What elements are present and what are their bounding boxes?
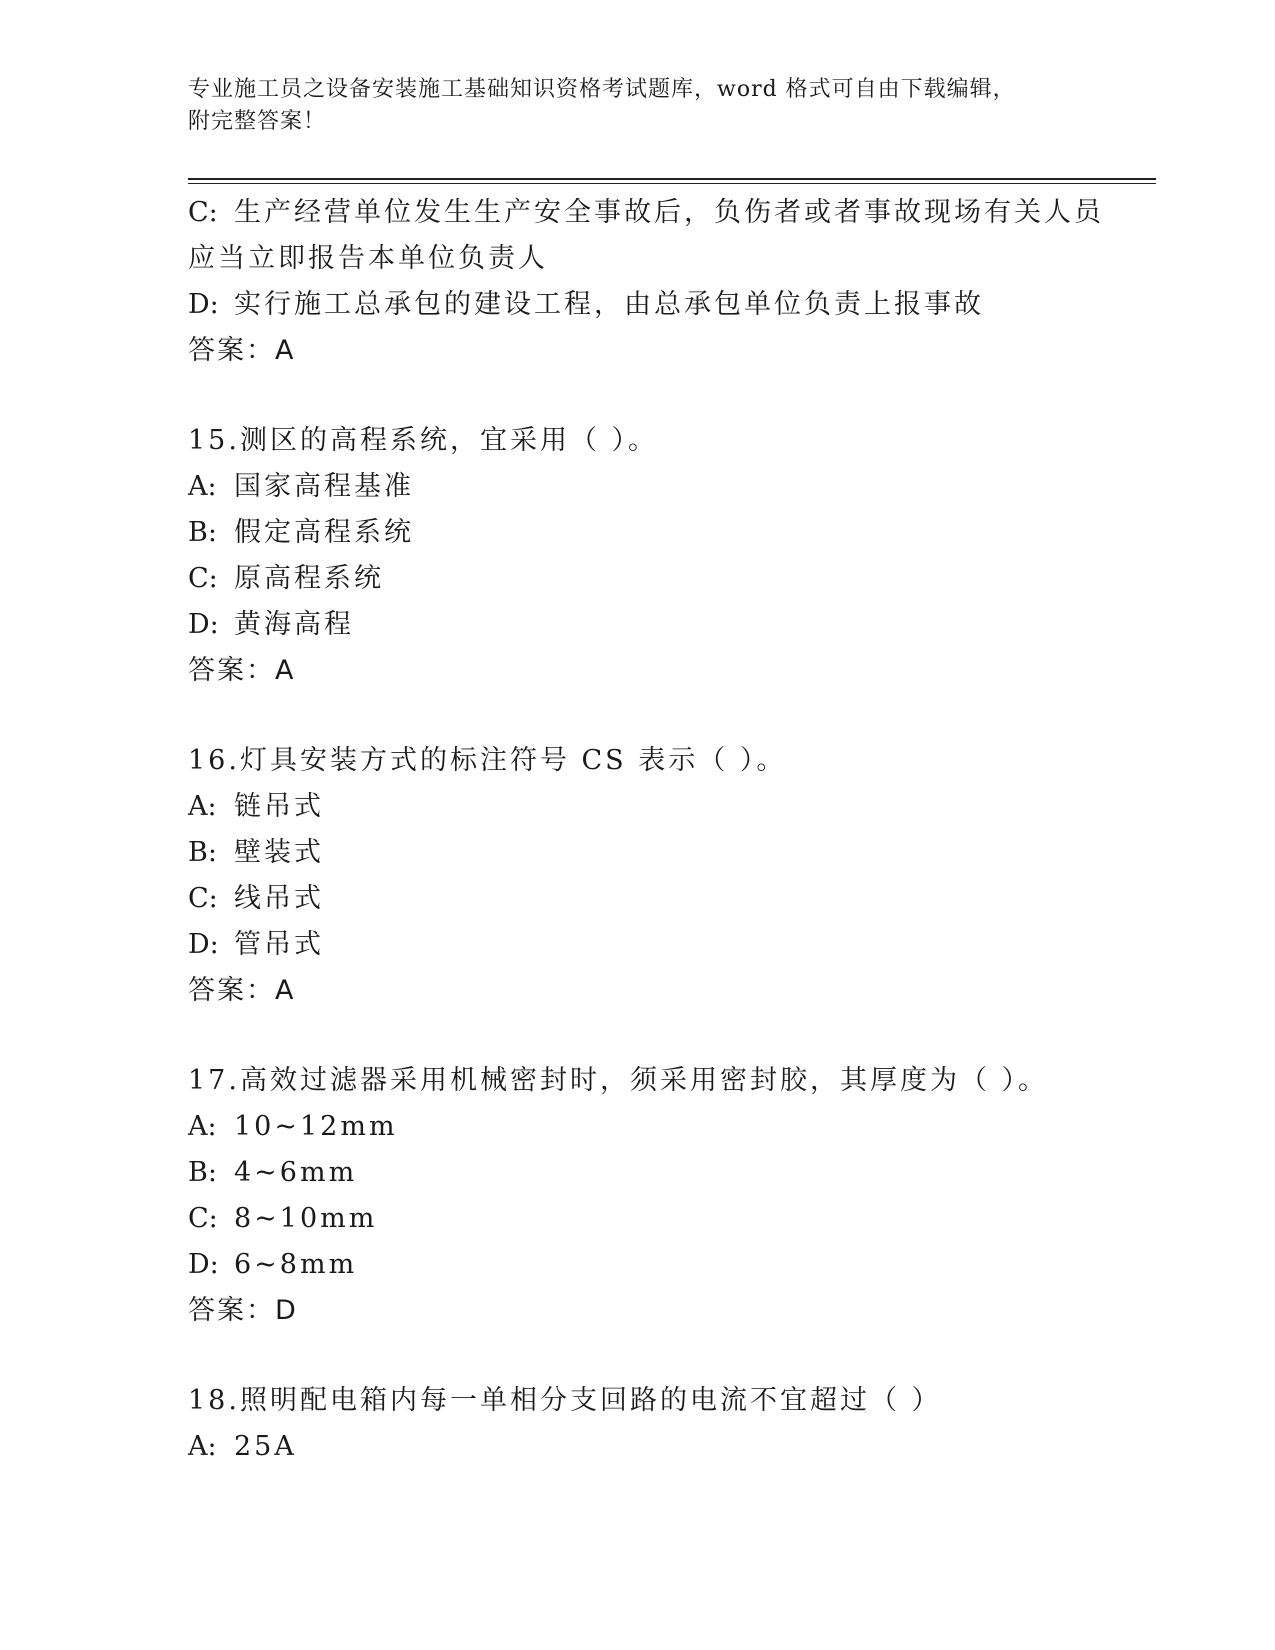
option-text: 壁装式: [234, 837, 324, 868]
option-label: C:: [188, 1203, 218, 1234]
option-c: [188, 876, 1108, 922]
question-14-partial: [188, 190, 1108, 374]
option-label: D:: [188, 609, 219, 640]
option-label: D:: [188, 289, 219, 320]
option-text: 管吊式: [234, 929, 324, 960]
question-17: [188, 1058, 1108, 1334]
question-18: [188, 1378, 1108, 1470]
option-c-continuation: 应当立即报告本单位负责人: [188, 243, 548, 274]
header-line-2: 附完整答案！: [188, 109, 327, 134]
question-16: [188, 738, 1108, 1014]
answer: 答案：A: [188, 975, 296, 1006]
option-text: 生产经营单位发生生产安全事故后，负伤者或者事故现场有关人员: [234, 197, 1104, 228]
header-divider-thick: [188, 178, 1156, 180]
spacer: [188, 694, 1108, 738]
option-label: D:: [188, 929, 219, 960]
question-stem: 17.高效过滤器采用机械密封时，须采用密封胶，其厚度为（ ）。: [188, 1065, 1049, 1096]
option-b: [188, 830, 1108, 876]
option-label: D:: [188, 1249, 219, 1280]
question-15: [188, 418, 1108, 694]
option-text: 6~8mm: [234, 1249, 358, 1280]
option-label: A:: [188, 471, 217, 502]
question-stem: 18.照明配电箱内每一单相分支回路的电流不宜超过（ ）: [188, 1385, 942, 1416]
option-c: [188, 190, 1108, 236]
option-text: 10~12mm: [234, 1111, 398, 1142]
question-stem: 15.测区的高程系统，宜采用（ ）。: [188, 425, 659, 456]
option-d: [188, 1242, 1108, 1288]
answer: 答案：D: [188, 1295, 298, 1326]
option-c: [188, 1196, 1108, 1242]
option-d: [188, 282, 1108, 328]
option-label: B:: [188, 1157, 217, 1188]
question-list: [188, 190, 1108, 1470]
spacer: [188, 1334, 1108, 1378]
option-d: [188, 922, 1108, 968]
option-text: 链吊式: [234, 791, 324, 822]
option-label: A:: [188, 791, 217, 822]
option-b: [188, 1150, 1108, 1196]
option-label: C:: [188, 563, 218, 594]
option-text: 25A: [234, 1431, 297, 1462]
option-label: C:: [188, 197, 218, 228]
answer: 答案：A: [188, 335, 296, 366]
option-label: A:: [188, 1431, 217, 1462]
option-text: 8~10mm: [234, 1203, 378, 1234]
option-a: [188, 784, 1108, 830]
option-c: [188, 556, 1108, 602]
option-d: [188, 602, 1108, 648]
question-stem: 16.灯具安装方式的标注符号 CS 表示（ ）。: [188, 745, 787, 776]
answer: 答案：A: [188, 655, 296, 686]
option-text: 国家高程基准: [234, 471, 414, 502]
option-text: 线吊式: [234, 883, 324, 914]
spacer: [188, 1014, 1108, 1058]
option-label: A:: [188, 1111, 217, 1142]
option-text: 黄海高程: [234, 609, 354, 640]
header-divider-thin: [188, 183, 1156, 184]
option-text: 假定高程系统: [234, 517, 414, 548]
option-text: 4~6mm: [234, 1157, 358, 1188]
option-label: C:: [188, 883, 218, 914]
option-label: B:: [188, 837, 217, 868]
option-label: B:: [188, 517, 217, 548]
option-a: [188, 464, 1108, 510]
header-line-1: 专业施工员之设备安装施工基础知识资格考试题库，word 格式可自由下载编辑，: [188, 77, 1016, 102]
option-a: [188, 1424, 1108, 1470]
option-a: [188, 1104, 1108, 1150]
option-text: 原高程系统: [234, 563, 384, 594]
document-header: [188, 74, 1068, 138]
option-text: 实行施工总承包的建设工程，由总承包单位负责上报事故: [234, 289, 984, 320]
spacer: [188, 374, 1108, 418]
option-b: [188, 510, 1108, 556]
